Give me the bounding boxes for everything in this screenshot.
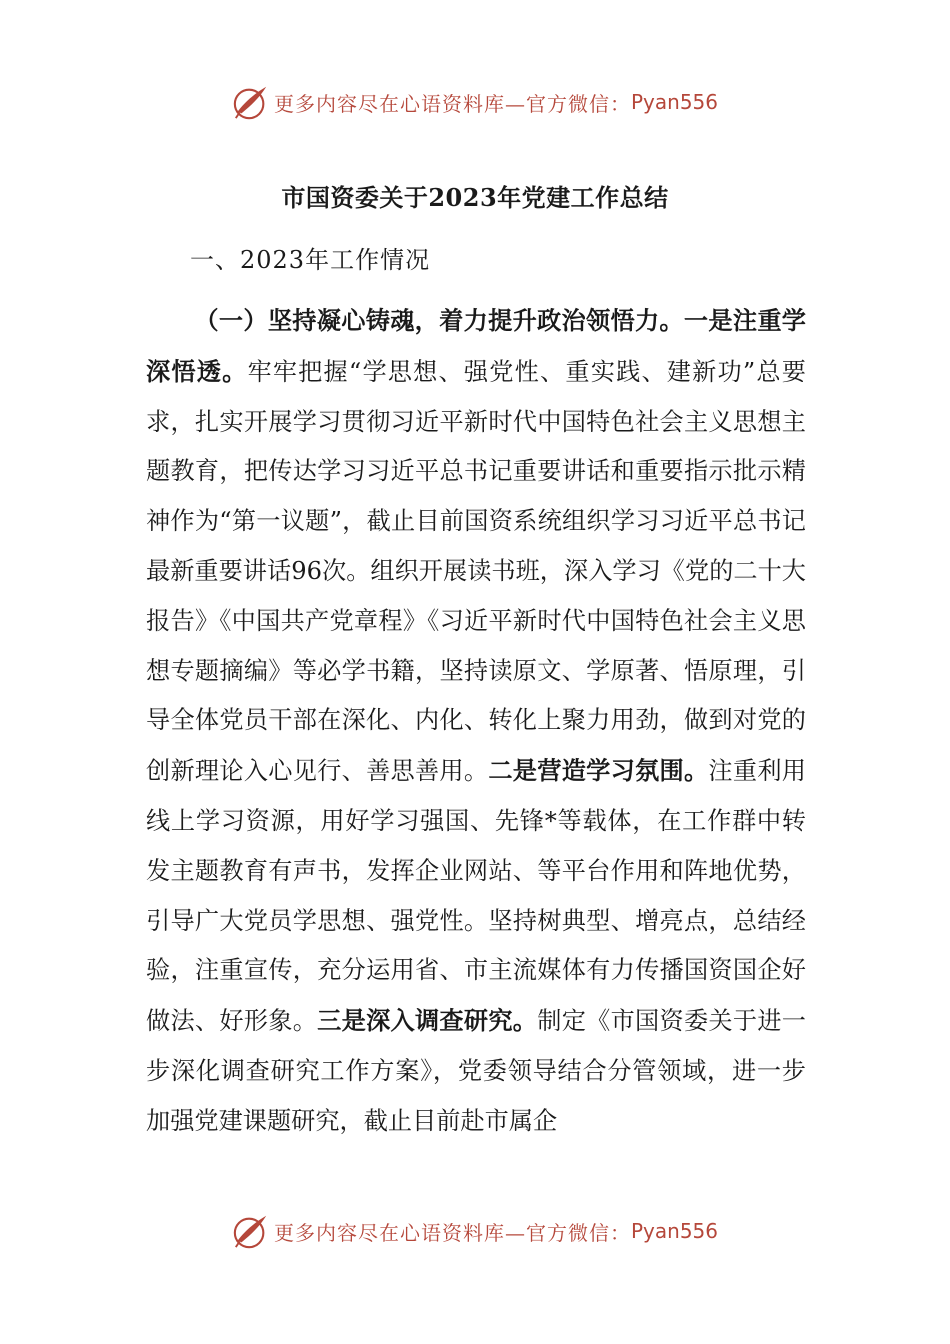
paragraph-bold-2: 二是营造学习氛围。 xyxy=(488,756,709,786)
body-paragraph xyxy=(146,296,806,1147)
watermark-banner-top xyxy=(0,82,950,122)
paragraph-text-1: 牢牢把握“学思想、强党性、重实践、建新功”总要求，扎实开展学习贯彻习近平新时代中国特色社会主义思想主题教育，把传达学习习近平总书记重要讲话和重要指示批示精神作为“第一议题”，截止目前国资系统组织学习习近平总书记最新重要讲话96次。组织开展读书班，深入学习《党的二十大报告》《中国共产党章程》《习近平新时代中国特色社会主义思想专题摘编》等必学书籍，坚持读原文、学原著、悟原理，引导全体党员干部在深化、内化、转化上聚力用劲，做到对党的创新理论入心见行、善思善用。 xyxy=(146,357,806,786)
section-heading: 一、2023年工作情况 xyxy=(190,246,431,274)
watermark-wechat-id: Pyan556 xyxy=(630,1219,718,1243)
document-title: 市国资委关于2023年党建工作总结 xyxy=(281,183,669,212)
watermark-text: 更多内容尽在心语资料库—官方微信： xyxy=(273,1220,631,1245)
watermark-banner-bottom xyxy=(0,1211,950,1251)
paragraph-lead: （一）坚持凝心铸魂，着力提升政治领悟力。一是注重学深悟透。 xyxy=(146,306,806,386)
watermark-text: 更多内容尽在心语资料库—官方微信： xyxy=(273,91,631,116)
paragraph-text-2: 注重利用线上学习资源，用好学习强国、先锋*等载体，在工作群中转发主题教育有声书，发挥企业网站、等平台作用和阵地优势，引导广大党员学思想、强党性。坚持树典型、增亮点，总结经验，注重宣传，充分运用省、市主流媒体有力传播国资国企好做法、好形象。 xyxy=(146,757,806,1036)
watermark-wechat-id: Pyan556 xyxy=(630,90,718,114)
paragraph-text-3: 制定《市国资委关于进一步深化调查研究工作方案》，党委领导结合分管领域，进一步加强党建课题研究，截止目前赴市属企 xyxy=(146,1007,806,1135)
quill-logo-icon xyxy=(232,83,270,121)
paragraph-bold-3: 三是深入调查研究。 xyxy=(317,1006,538,1036)
quill-logo-icon xyxy=(232,1212,270,1250)
